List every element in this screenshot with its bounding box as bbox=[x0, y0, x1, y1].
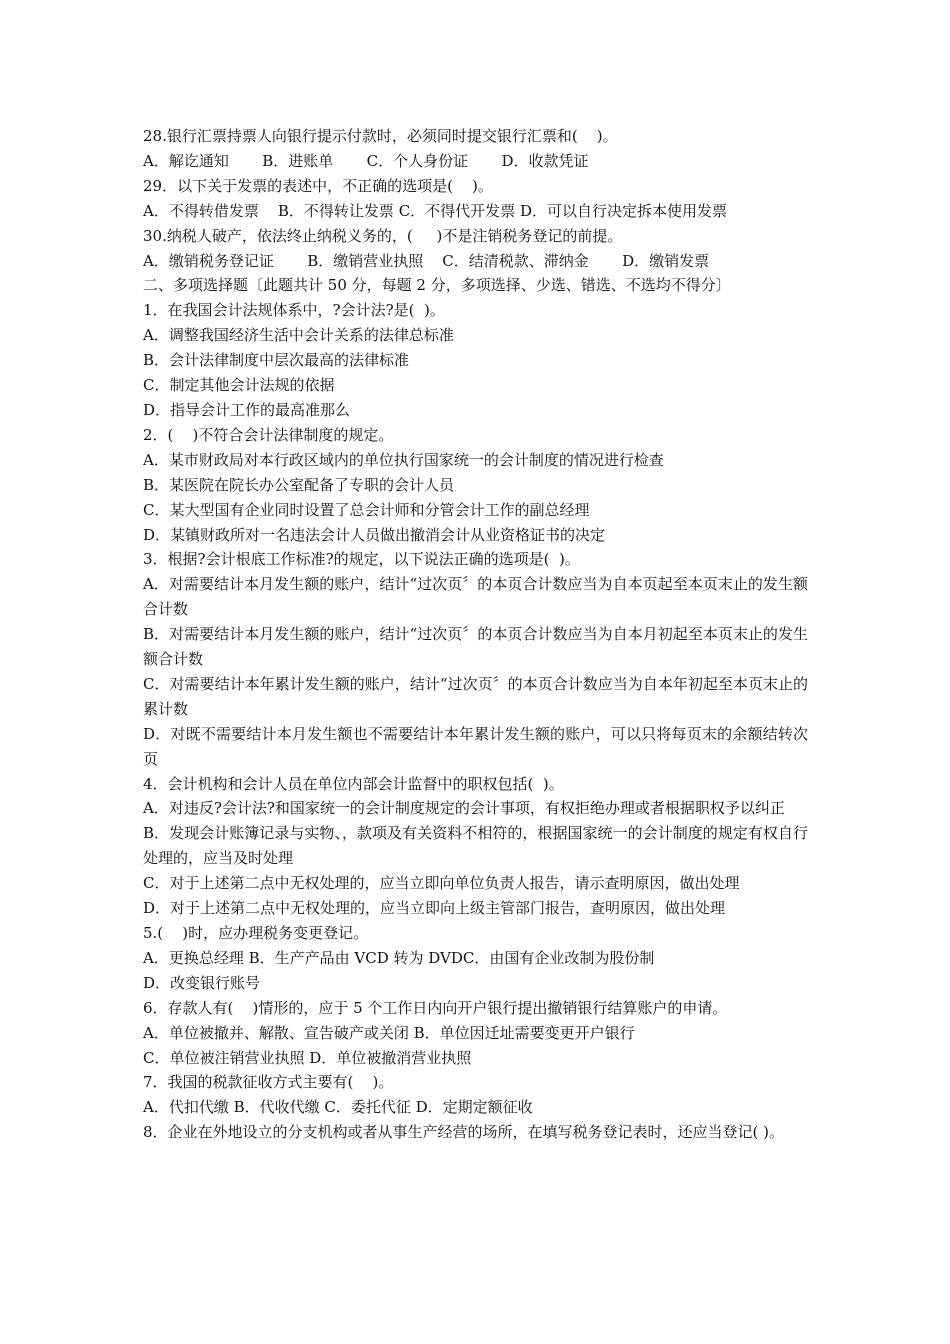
q28-options: A．解讫通知 B．进账单 C．个人身份证 D．收款凭证 bbox=[143, 151, 589, 170]
mq8-stem: 8．企业在外地设立的分支机构或者从事生产经营的场所，在填写税务登记表时，还应当登记( )。 bbox=[143, 1123, 785, 1142]
mq4-option-b: B．发现会计账簿记录与实物、，款项及有关资料不相符的，根据国家统一的会计制度的规定有权自行处理的，应当及时处理 bbox=[143, 824, 808, 868]
mq4-option-d: D．对于上述第二点中无权处理的，应当立即向上级主管部门报告，查明原因，做出处理 bbox=[143, 899, 726, 918]
mq3-option-d: D．对既不需要结计本月发生额也不需要结计本年累计发生额的账户，可以只将每页末的余额结转次页 bbox=[143, 724, 808, 768]
mq3-option-c: C．对需要结计本年累计发生额的账户，结计“过次页〞的本页合计数应当为自本年初起至本页末止的累计数 bbox=[143, 674, 808, 718]
mq3-option-a: A．对需要结计本月发生额的账户，结计“过次页〞的本页合计数应当为自本页起至本页末止的发生额合计数 bbox=[143, 575, 808, 619]
mq2-option-a: A．某市财政局对本行政区域内的单位执行国家统一的会计制度的情况进行检查 bbox=[143, 450, 664, 469]
mq6-stem: 6．存款人有( )情形的，应于 5 个工作日内向开户银行提出撤销银行结算账户的申请。 bbox=[143, 998, 728, 1017]
mq3-stem: 3．根据?会计根底工作标准?的规定，以下说法正确的选项是( )。 bbox=[143, 550, 580, 569]
q29-options: A．不得转借发票 B．不得转让发票 C．不得代开发票 D．可以自行决定拆本使用发票 bbox=[143, 201, 727, 220]
q30-stem: 30.纳税人破产，依法终止纳税义务的，( )不是注销税务登记的前提。 bbox=[143, 226, 623, 245]
mq6-options-cd: C．单位被注销营业执照 D．单位被撤消营业执照 bbox=[143, 1048, 472, 1067]
mq3-option-b: B．对需要结计本月发生额的账户，结计“过次页〞的本页合计数应当为自本月初起至本页末止的发生额合计数 bbox=[143, 625, 808, 669]
mq2-option-b: B．某医院在院长办公室配备了专职的会计人员 bbox=[143, 475, 455, 494]
mq2-option-c: C．某大型国有企业同时设置了总会计师和分管会计工作的副总经理 bbox=[143, 500, 590, 519]
mq7-stem: 7．我国的税款征收方式主要有( )。 bbox=[143, 1073, 394, 1092]
mq5-stem: 5.( )时，应办理税务变更登记。 bbox=[143, 924, 369, 942]
mq2-stem: 2．( )不符合会计法律制度的规定。 bbox=[143, 425, 394, 444]
document-page bbox=[143, 124, 808, 1145]
mq5-options-abc: A．更换总经理 B．生产产品由 VCD 转为 DVDC．由国有企业改制为股份制 bbox=[143, 948, 655, 967]
mq1-stem: 1．在我国会计法规体系中，?会计法?是( )。 bbox=[143, 301, 445, 320]
mq4-option-a: A．对违反?会计法?和国家统一的会计制度规定的会计事项，有权拒绝办理或者根据职权予以纠正 bbox=[143, 799, 785, 818]
mq2-option-d: D．某镇财政所对一名违法会计人员做出撤消会计从业资格证书的决定 bbox=[143, 525, 606, 544]
q28-stem: 28.银行汇票持票人向银行提示付款时，必须同时提交银行汇票和( )。 bbox=[143, 127, 618, 145]
mq1-option-a: A．调整我国经济生活中会计关系的法律总标准 bbox=[143, 326, 454, 345]
mq5-option-d: D．改变银行账号 bbox=[143, 973, 261, 992]
mq4-stem: 4．会计机构和会计人员在单位内部会计监督中的职权包括( )。 bbox=[143, 774, 564, 793]
mq6-options-ab: A．单位被撤并、解散、宣告破产或关闭 B．单位因迁址需要变更开户银行 bbox=[143, 1023, 635, 1042]
mq4-option-c: C．对于上述第二点中无权处理的，应当立即向单位负责人报告，请示查明原因，做出处理 bbox=[143, 874, 740, 893]
mq7-options: A．代扣代缴 B．代收代缴 C．委托代征 D．定期定额征收 bbox=[143, 1098, 533, 1117]
q29-stem: 29．以下关于发票的表述中，不正确的选项是( )。 bbox=[143, 176, 493, 195]
mq1-option-b: B．会计法律制度中层次最高的法律标准 bbox=[143, 351, 410, 370]
mq1-option-d: D．指导会计工作的最高准那么 bbox=[143, 400, 351, 419]
section-heading: 二、多项选择题〔此题共计 50 分，每题 2 分，多项选择、少选、错选、不选均不得分〕 bbox=[143, 276, 731, 295]
q30-options: A．缴销税务登记证 B．缴销营业执照 C．结清税款、滞纳金 D．缴销发票 bbox=[143, 251, 710, 270]
mq1-option-c: C．制定其他会计法规的依据 bbox=[143, 376, 335, 395]
